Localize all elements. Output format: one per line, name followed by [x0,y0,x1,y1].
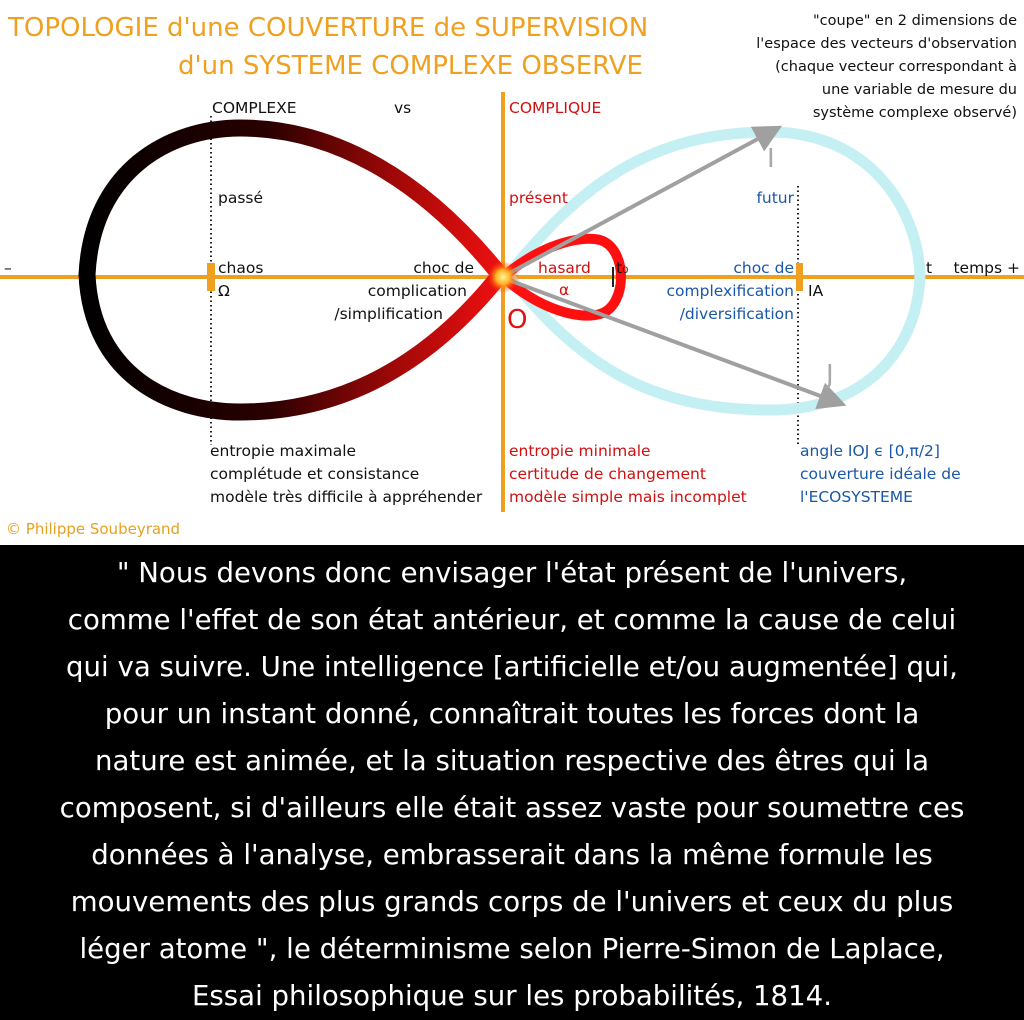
bottom-mid-line-3: modèle simple mais incomplet [509,488,747,506]
label-t: t [926,259,933,277]
label-minus: – [4,259,12,277]
label-ia: IA [808,282,824,300]
ia-tick [796,263,803,291]
note-line-2: l'espace des vecteurs d'observation [756,36,1017,52]
label-futur: futur [756,189,794,207]
label-choc-de-left: choc de [413,259,474,277]
label-t0: t₀ [616,259,629,277]
quote-line: données à l'analyse, embrasserait dans la même formule les [91,838,933,871]
quote-line: léger atome ", le déterminisme selon Pierre-Simon de Laplace, [79,932,945,965]
bottom-left-line-1: entropie maximale [210,442,357,460]
bottom-right-line-1: angle IOJ ϵ [0,π/2] [800,442,940,460]
label-vector-j: J [826,360,834,390]
label-alpha: α [559,281,570,299]
copyright: © Philippe Soubeyrand [6,520,181,538]
bottom-mid-line-1: entropie minimale [509,442,651,460]
quote-line: mouvements des plus grands corps de l'univers et ceux du plus [70,885,954,918]
label-passe: passé [218,189,264,207]
note-line-3: (chaque vecteur correspondant à [775,59,1017,75]
label-chaos: chaos [218,259,264,277]
label-choc-de-right: choc de [733,259,794,277]
chaos-tick [207,263,215,291]
label-complexe: COMPLEXE [212,99,297,117]
label-complexification: complexification [666,282,794,300]
bottom-left-line-2: complétude et consistance [210,465,420,483]
label-complication: complication [367,282,467,300]
label-origin-o: O [507,305,528,335]
quote-line: comme l'effet de son état antérieur, et comme la cause de celui [67,603,957,636]
quote-line: pour un instant donné, connaîtrait toutes les forces dont la [104,697,920,730]
quote-line: Essai philosophique sur les probabilités, 1814. [192,979,832,1012]
bottom-right-line-3: l'ECOSYSTEME [800,488,913,506]
label-simplification: /simplification [334,305,443,323]
note-line-4: une variable de mesure du [821,82,1017,98]
bottom-left-line-3: modèle très difficile à appréhender [210,488,483,506]
bottom-mid-line-2: certitude de changement [509,465,706,483]
label-present: présent [509,189,568,207]
title-line-2: d'un SYSTEME COMPLEXE OBSERVE [178,51,643,81]
label-vector-i: I [767,144,775,174]
title-line-1: TOPOLOGIE d'une COUVERTURE de SUPERVISION [8,13,649,43]
quote-panel [0,545,1024,1020]
label-vs: vs [394,99,412,117]
quote-line: nature est animée, et la situation respective des êtres qui la [94,744,929,777]
quote-line: " Nous devons donc envisager l'état présent de l'univers, [116,556,908,589]
quote-line: qui va suivre. Une intelligence [artificielle et/ou augmentée] qui, [66,650,958,683]
label-diversification: /diversification [679,305,794,323]
label-temps-plus: temps + [953,259,1020,277]
note-line-1: "coupe" en 2 dimensions de [812,13,1017,29]
label-omega: Ω [218,282,230,300]
label-hasard: hasard [538,259,591,277]
quote-line: composent, si d'ailleurs elle était assez vaste pour soumettre ces [59,791,965,824]
label-complique: COMPLIQUE [509,99,602,117]
origin-point [487,261,519,293]
note-line-5: système complexe observé) [812,105,1017,121]
bottom-right-line-2: couverture idéale de [800,465,961,483]
